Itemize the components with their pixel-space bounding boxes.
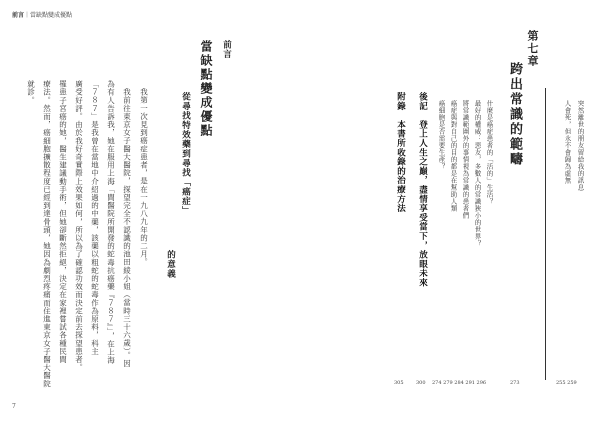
preface-paragraph: 我第一次見到癌症患者，是在一九八九年的二月。 bbox=[139, 88, 149, 267]
preface-paragraph: 「７８７」是我曾在當地中介紹過的中藥，該藥以粗蛇的蛇毒作為原料，科主 bbox=[90, 80, 100, 356]
header-section: 前言 bbox=[12, 12, 25, 19]
afterword-entry: 後記 登上人生之巔，盡情享受當下，放眼未來 bbox=[417, 92, 428, 288]
appendix-page-number: 305 bbox=[394, 380, 404, 386]
toc-entry: 人會死，但永不會歸為虛無 bbox=[563, 100, 572, 184]
toc-page-numbers: 255 259 bbox=[556, 380, 577, 386]
preface-paragraph: 我前往東京女子醫大醫院，探望完全不認識的池田綾小姐（當時三十六歲）。因 bbox=[122, 88, 132, 368]
preface-paragraph: 罹患子宮癌的她，醫生建議動手術，但她卻斷然拒絕，決定在家裡嘗試各種民間 bbox=[58, 80, 68, 364]
chapter-title: 跨出常識的範疇 bbox=[507, 62, 522, 167]
toc-entry: 最好的權威：惡友，多數人的常識狹小的世界？ bbox=[473, 100, 482, 247]
afterword-page-number: 300 bbox=[416, 380, 426, 386]
header-title: 當缺點變成優點 bbox=[30, 12, 73, 19]
toc-entry: 將常識範圍外的事情視為常識的患者們 bbox=[461, 100, 470, 219]
chapter-number: 第七章 bbox=[526, 30, 539, 68]
toc-entry: 癌細胞是否需要生產？ bbox=[437, 100, 446, 170]
chapter-page-number: 273 bbox=[510, 380, 520, 386]
preface-label: 前言 bbox=[221, 40, 232, 59]
preface-paragraph: 就診。 bbox=[26, 80, 36, 105]
preface-paragraph: 為有人告訴我，她在服用上海「間醫院所開發的蛇毒抗癌藥『７８７』」，在上海 bbox=[106, 80, 116, 365]
preface-paragraph: 廣受好評。由於我好奇實際上效果如何，所以為了確認功效而決定前去探望患者。 bbox=[74, 80, 84, 372]
toc-divider bbox=[545, 88, 546, 380]
preface-subtitle-2: 的意義 bbox=[165, 250, 176, 279]
toc-entry: 什麼是癌症患者的「活的」生活？ bbox=[485, 100, 494, 205]
toc-page-numbers: 274 279 284 291 296 bbox=[432, 380, 487, 386]
page-number: 7 bbox=[12, 403, 16, 410]
toc-entry: 突然離世的朋友留給我的訊息 bbox=[576, 100, 585, 191]
preface-paragraph: 療法。然而，癌細胞擴散程度已經到達骨頭，她因為劇烈疼痛而住進東京女子醫大醫院 bbox=[42, 80, 52, 388]
toc-entry: 癌症與對自己的目的都是在幫助人類 bbox=[449, 100, 458, 212]
header-separator: ｜ bbox=[24, 12, 31, 19]
preface-title: 當缺點變成優點 bbox=[199, 40, 213, 138]
preface-subtitle-1: 從尋找特效藥到尋找「癌症」 bbox=[180, 92, 191, 216]
appendix-entry: 附錄 本書所收錄的治療方法 bbox=[395, 92, 406, 213]
running-header bbox=[12, 10, 72, 19]
